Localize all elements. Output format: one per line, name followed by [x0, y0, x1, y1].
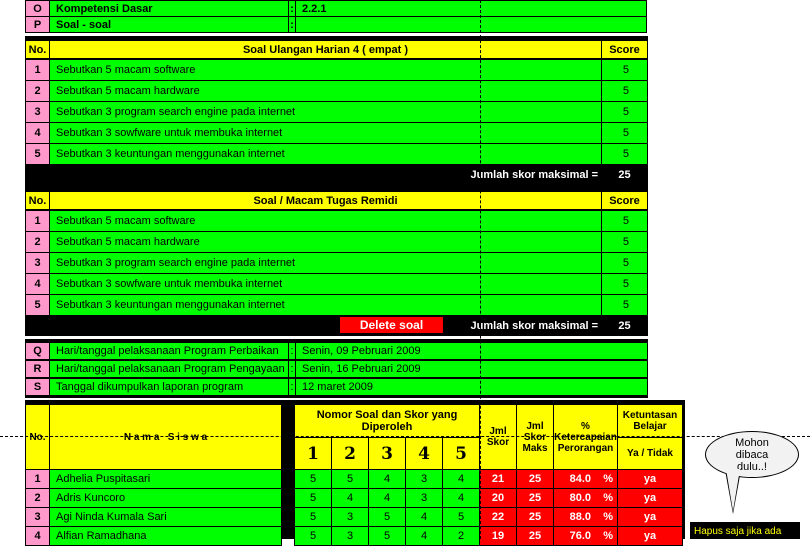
table-row-question: Sebutkan 3 sowfware untuk membuka internet [49, 273, 602, 295]
percentage-cell [553, 469, 618, 489]
total-value: 25 [618, 169, 631, 181]
item-score[interactable]: 5 [294, 507, 332, 527]
table-row-question: Sebutkan 3 program search engine pada internet [49, 252, 602, 274]
percentage-value: 84.0 [569, 473, 591, 485]
table-row-number: 4 [25, 526, 50, 546]
item-score[interactable]: 3 [405, 488, 443, 508]
item-number: 2 [331, 437, 369, 470]
row-label: Hari/tanggal pelaksanaan Program Perbaikan [49, 342, 289, 360]
student-name: Adhelia Puspitasari [49, 469, 282, 489]
percentage-cell [553, 488, 618, 508]
item-score[interactable]: 3 [405, 469, 443, 489]
max-score: 25 [516, 507, 554, 527]
item-score[interactable]: 3 [331, 507, 369, 527]
max-score: 25 [516, 488, 554, 508]
row-label: Soal - soal [49, 16, 289, 33]
percentage-cell [553, 507, 618, 527]
row-code: Q [25, 342, 50, 360]
table-row-question: Sebutkan 3 program search engine pada internet [49, 101, 602, 123]
item-score[interactable]: 4 [442, 469, 480, 489]
ketuntasan-status: ya [617, 488, 683, 508]
total-score: 21 [479, 469, 517, 489]
item-number: 4 [405, 437, 443, 470]
item-number: 1 [294, 437, 332, 470]
table-row-number: 4 [25, 273, 50, 295]
table-row-score: 5 [601, 294, 648, 316]
table-row-score: 5 [601, 210, 648, 232]
callout-text: Mohon dibaca dulu..! [735, 436, 769, 473]
delete-soal-button[interactable]: Delete soal [340, 317, 443, 333]
table-row-score: 5 [601, 122, 648, 144]
row-code: S [25, 378, 50, 396]
table-row-score: 5 [601, 273, 648, 295]
table-row-number: 1 [25, 210, 50, 232]
column-header-no: No. [25, 404, 50, 470]
table-title: Soal Ulangan Harian 4 ( empat ) [49, 40, 602, 59]
table-row-score: 5 [601, 101, 648, 123]
row-label: Kompetensi Dasar [49, 0, 289, 17]
item-number: 3 [368, 437, 406, 470]
percentage-value: 80.0 [569, 492, 591, 504]
percentage-value: 88.0 [569, 511, 591, 523]
row-separator: : [288, 360, 296, 378]
percentage-cell [553, 526, 618, 546]
table-row-number: 5 [25, 294, 50, 316]
ketuntasan-status: ya [617, 507, 683, 527]
item-score[interactable]: 5 [331, 469, 369, 489]
row-label: Tanggal dikumpulkan laporan program [49, 378, 289, 396]
page-break-horizontal [0, 436, 810, 437]
row-separator: : [288, 0, 296, 17]
row-value: Senin, 16 Pebruari 2009 [295, 360, 648, 378]
item-score[interactable]: 5 [368, 507, 406, 527]
item-score[interactable]: 4 [405, 526, 443, 546]
table-row-question: Sebutkan 3 sowfware untuk membuka internet [49, 122, 602, 144]
percentage-sign: % [603, 473, 613, 485]
callout-bubble[interactable] [705, 431, 799, 478]
item-score[interactable]: 4 [368, 469, 406, 489]
column-header-items: Nomor Soal dan Skor yang Diperoleh [294, 404, 480, 438]
ketuntasan-status: ya [617, 469, 683, 489]
total-score: 20 [479, 488, 517, 508]
row-value [295, 16, 647, 33]
row-separator: : [288, 16, 296, 33]
item-score[interactable]: 4 [405, 507, 443, 527]
total-value: 25 [618, 320, 631, 332]
column-header-ya-tidak: Ya / Tidak [617, 437, 683, 470]
row-value: 2.2.1 [295, 0, 647, 17]
column-header-percentage: % Ketercapaian Perorangan [553, 404, 618, 470]
table-row-question: Sebutkan 5 macam software [49, 59, 602, 81]
max-score: 25 [516, 469, 554, 489]
table-row-number: 5 [25, 143, 50, 165]
percentage-sign: % [603, 530, 613, 542]
callout-note: Hapus saja jika ada [690, 522, 800, 539]
row-code: R [25, 360, 50, 378]
table-row-score: 5 [601, 143, 648, 165]
total-score: 22 [479, 507, 517, 527]
row-value: 12 maret 2009 [295, 378, 648, 396]
table-row-number: 3 [25, 252, 50, 274]
table-row-score: 5 [601, 231, 648, 253]
student-name: Adris Kuncoro [49, 488, 282, 508]
column-header-jml-skor: Jml Skor [479, 404, 517, 470]
total-label: Jumlah skor maksimal = [470, 169, 598, 181]
item-score[interactable]: 5 [442, 507, 480, 527]
table-row-score: 5 [601, 80, 648, 102]
ketuntasan-status: ya [617, 526, 683, 546]
column-header-score: Score [601, 191, 648, 210]
table-row-number: 2 [25, 231, 50, 253]
column-header-name: N a m a S i s w a [49, 404, 282, 470]
max-score: 25 [516, 526, 554, 546]
table-row-score: 5 [601, 59, 648, 81]
item-score[interactable]: 3 [331, 526, 369, 546]
column-header-ketuntasan: Ketuntasan Belajar [617, 404, 683, 438]
table-row-question: Sebutkan 3 keuntungan menggunakan internet [49, 143, 602, 165]
item-score[interactable]: 5 [368, 526, 406, 546]
column-header-score: Score [601, 40, 648, 59]
percentage-sign: % [603, 492, 613, 504]
table-row-score: 5 [601, 252, 648, 274]
page-break-vertical [480, 0, 481, 539]
table-row-number: 3 [25, 101, 50, 123]
total-score: 19 [479, 526, 517, 546]
column-header-jml-maks: Jml Skor Maks [516, 404, 554, 470]
table-row-number: 1 [25, 59, 50, 81]
table-row-number: 1 [25, 469, 50, 489]
item-number: 5 [442, 437, 480, 470]
table-row-question: Sebutkan 5 macam hardware [49, 231, 602, 253]
table-row-number: 2 [25, 80, 50, 102]
table-row-number: 4 [25, 122, 50, 144]
table-row-question: Sebutkan 5 macam software [49, 210, 602, 232]
callout-tail-fill [726, 469, 740, 511]
table-row-number: 3 [25, 507, 50, 527]
table-title: Soal / Macam Tugas Remidi [49, 191, 602, 210]
table-row-number: 2 [25, 488, 50, 508]
column-header-no: No. [25, 40, 50, 59]
row-label: Hari/tanggal pelaksanaan Program Pengayaan [49, 360, 289, 378]
item-score[interactable]: 4 [331, 488, 369, 508]
item-score[interactable]: 5 [294, 488, 332, 508]
student-name: Alfian Ramadhana [49, 526, 282, 546]
item-score[interactable]: 4 [368, 488, 406, 508]
table-row-question: Sebutkan 5 macam hardware [49, 80, 602, 102]
total-label: Jumlah skor maksimal = [470, 320, 598, 332]
row-value: Senin, 09 Pebruari 2009 [295, 342, 648, 360]
percentage-value: 76.0 [569, 530, 591, 542]
item-score[interactable]: 5 [294, 526, 332, 546]
percentage-sign: % [603, 511, 613, 523]
item-score[interactable]: 4 [442, 488, 480, 508]
row-separator: : [288, 378, 296, 396]
item-score[interactable]: 2 [442, 526, 480, 546]
table-row-question: Sebutkan 3 keuntungan menggunakan internet [49, 294, 602, 316]
row-code: O [25, 0, 50, 17]
item-score[interactable]: 5 [294, 469, 332, 489]
row-code: P [25, 16, 50, 33]
student-name: Agi Ninda Kumala Sari [49, 507, 282, 527]
column-header-no: No. [25, 191, 50, 210]
row-separator: : [288, 342, 296, 360]
